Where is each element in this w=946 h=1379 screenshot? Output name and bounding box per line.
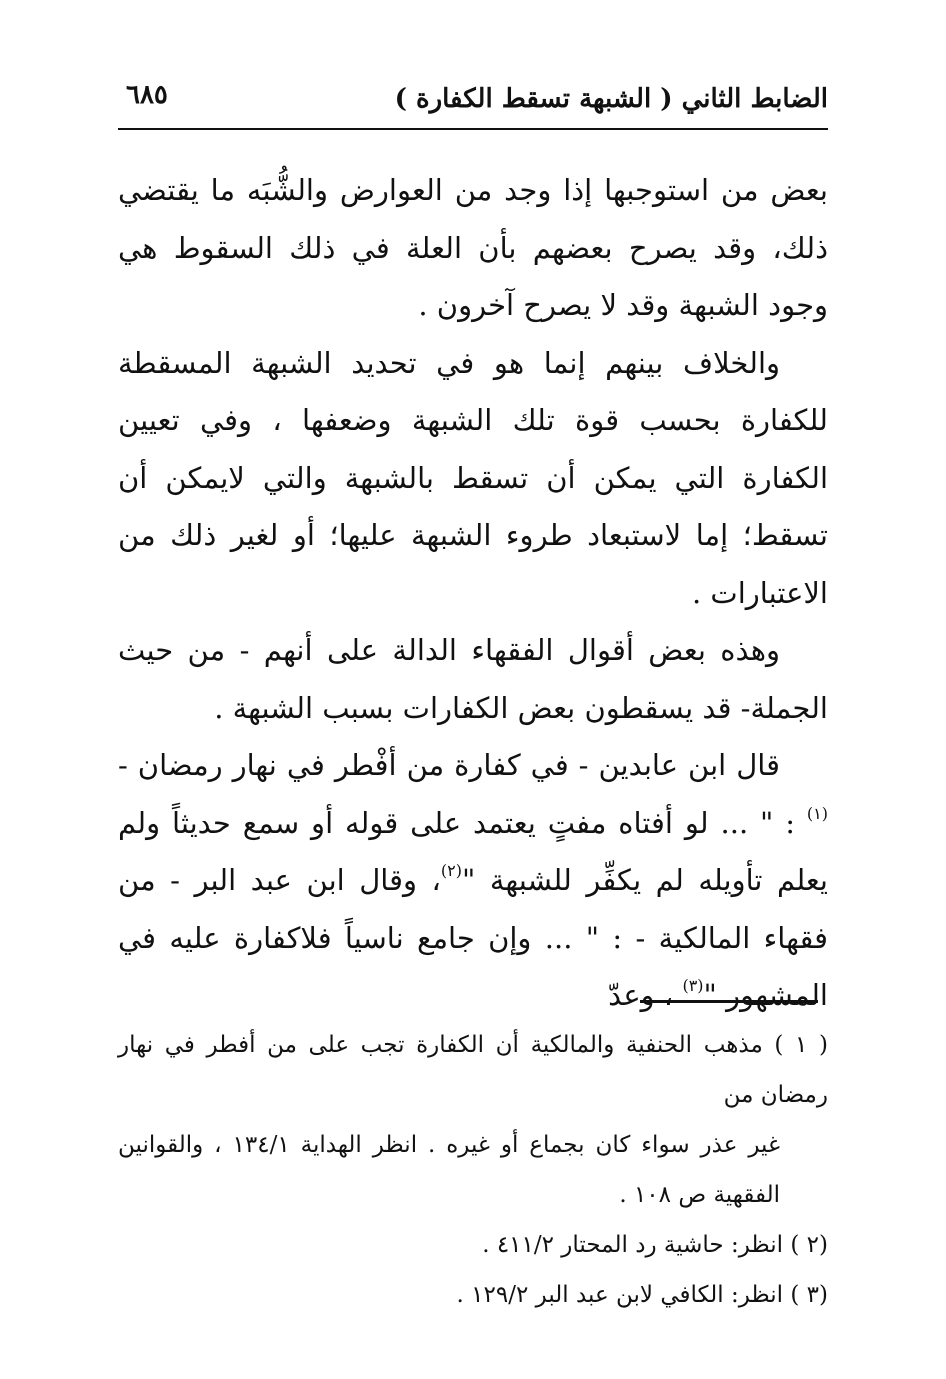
footnote-2: (٢ ) انظر: حاشية رد المحتار ٤١١/٢ . <box>482 1232 828 1258</box>
footnote-ref-2[interactable]: (٢) <box>440 861 462 880</box>
paragraph-4-text-c: ، وقال ابن عبد البر - من فقهاء المالكية - : " ... وإن جامع ناسياً فلاكفارة عليه في المشهور " <box>118 863 828 1012</box>
footnote-ref-3[interactable]: (٣) <box>682 976 704 995</box>
paragraph-3: وهذه بعض أقوال الفقهاء الدالة على أنهم - من حيث الجملة- قد يسقطون بعض الكفارات بسبب الشبهة . <box>118 633 828 725</box>
paragraph-1: بعض من استوجبها إذا وجد من العوارض والشُّبَه ما يقتضي ذلك، وقد يصرح بعضهم بأن العلة في ذلك السقوط هي وجود الشبهة وقد لا يصرح آخرون . <box>118 173 828 322</box>
footnote-3: (٣ ) انظر: الكافي لابن عبد البر ١٢٩/٢ . <box>456 1282 828 1308</box>
main-text <box>118 162 828 1025</box>
footnote-ref-1[interactable]: (١) <box>806 803 828 823</box>
footnote-1-line-1: ( ١ ) مذهب الحنفية والمالكية أن الكفارة تجب على من أفطر في نهار رمضان من <box>118 1032 828 1108</box>
footnotes <box>118 1020 828 1320</box>
paragraph-4-text-d: ، وعدّ <box>608 978 683 1012</box>
footnote-divider <box>640 1000 818 1003</box>
paragraph-2: والخلاف بينهم إنما هو في تحديد الشبهة المسقطة للكفارة بحسب قوة تلك الشبهة وضعفها ، وفي تعيين الكفارة التي يمكن أن تسقط بالشبهة والتي لايمكن أن تسقط؛ إما لاستبعاد طروء الشبهة عليها؛ أو لغير ذلك من الاعتبارات . <box>118 345 828 610</box>
paragraph-4-text-a: قال ابن عابدين - في كفارة من أفْطر في نهار رمضان - <box>118 748 780 782</box>
footnote-1-line-2: غير عذر سواء كان بجماع أو غيره . انظر الهداية ١٣٤/١ ، والقوانين الفقهية ص ١٠٨ . <box>118 1132 781 1208</box>
paragraph-4 <box>118 737 828 1025</box>
page-number: ٦٨٥ <box>126 80 168 110</box>
paragraph-4-text-b: : " ... لو أفتاه مفتٍ يعتمد على قوله أو سمع حديثاً ولم يعلم تأويله لم يكفِّر للشبهة " <box>118 805 828 897</box>
chapter-title: الضابط الثاني ( الشبهة تسقط الكفارة ) <box>394 84 828 114</box>
running-header <box>118 70 828 130</box>
header-divider <box>118 128 828 130</box>
